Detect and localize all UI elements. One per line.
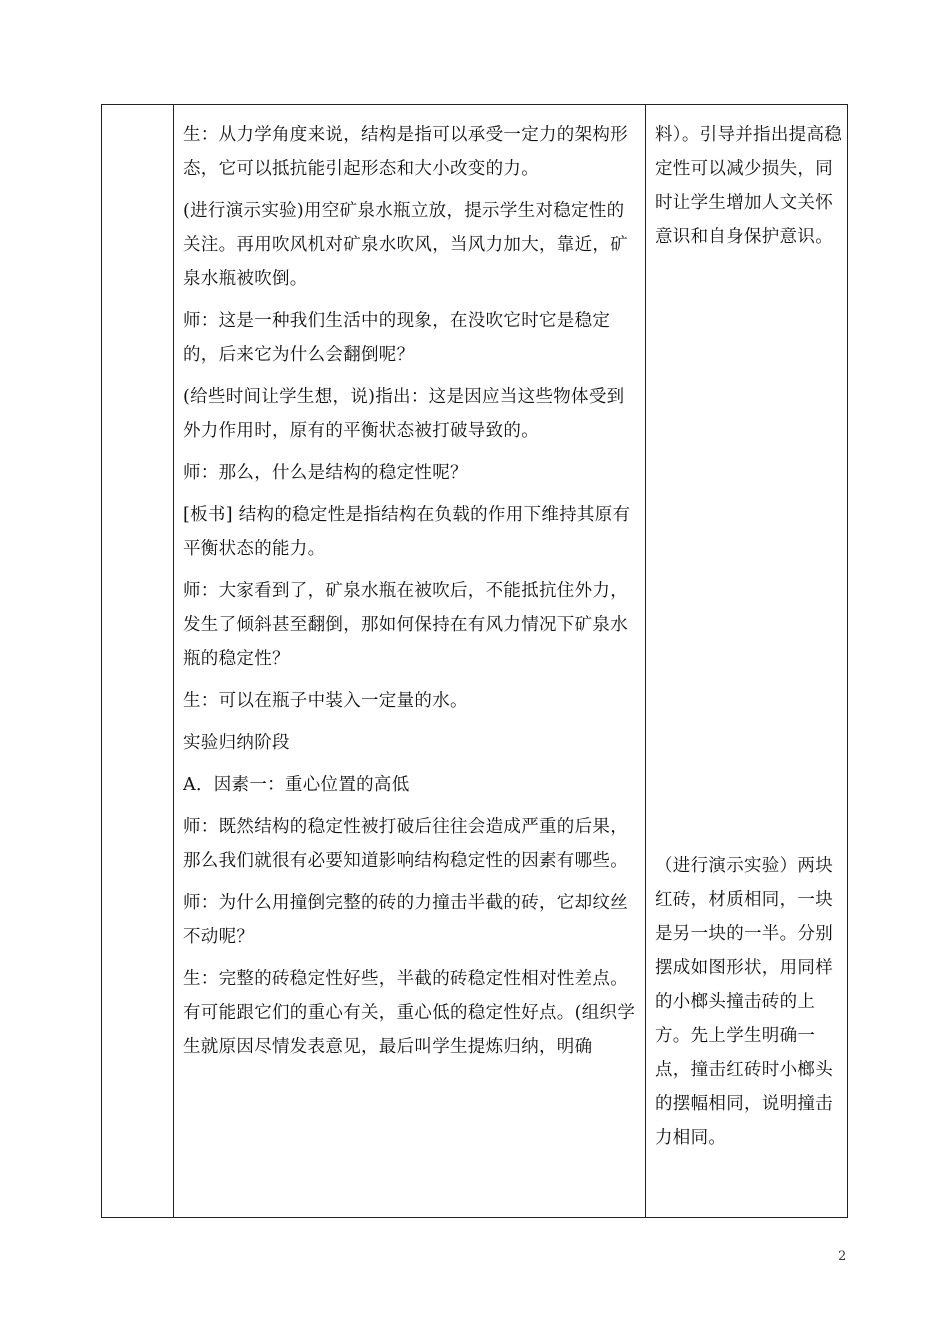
paragraph-factor-one: A．因素一：重心位置的高低	[183, 775, 410, 795]
design-intent-cell	[646, 105, 849, 1217]
teaching-process-cell	[174, 105, 646, 1217]
paragraph-teacher-bottle-wind: 师：大家看到了，矿泉水瓶在被吹后，不能抵抗住外力，发生了倾斜甚至翻倒，那如何保持在有风力情况下矿泉水瓶的稳定性？	[183, 581, 628, 669]
paragraph-demo-bottle: (进行演示实验)用空矿泉水瓶立放，提示学生对稳定性的关注。再用吹风机对矿泉水吹风，当风力加大，靠近，矿泉水瓶被吹倒。	[183, 201, 628, 289]
paragraph-board-definition: [板书] 结构的稳定性是指结构在负载的作用下维持其原有平衡状态的能力。	[183, 505, 631, 559]
paragraph-explanation: (给些时间让学生想，说)指出：这是因应当这些物体受到外力作用时，原有的平衡状态被打破导致的。	[183, 387, 625, 441]
lesson-plan-table	[101, 104, 848, 1218]
paragraph-student-structure: 生：从力学角度来说，结构是指可以承受一定力的架构形态，它可以抵抗能引起形态和大小改变的力。	[183, 125, 628, 179]
paragraph-student-water: 生：可以在瓶子中装入一定量的水。	[183, 691, 468, 711]
paragraph-teacher-factors: 师：既然结构的稳定性被打破后往往会造成严重的后果，那么我们就很有必要知道影响结构稳定性的因素有哪些。	[183, 817, 628, 871]
paragraph-student-brick: 生：完整的砖稳定性好些，半截的砖稳定性相对性差点。有可能跟它们的重心有关，重心低的稳定性好点。(组织学生就原因尽情发表意见，最后叫学生提炼归纳，明确	[183, 969, 636, 1057]
paragraph-teacher-brick: 师：为什么用撞倒完整的砖的力撞击半截的砖，它却纹丝不动呢？	[183, 893, 628, 947]
paragraph-stage-heading: 实验归纳阶段	[183, 733, 290, 753]
paragraph-teacher-question: 师：这是一种我们生活中的现象，在没吹它时它是稳定的，后来它为什么会翻倒呢？	[183, 311, 611, 365]
empty-stage-cell	[102, 105, 173, 1217]
page-number: 2	[838, 1249, 847, 1264]
design-note-top: 料）。引导并指出提高稳定性可以减少损失，同时让学生增加人文关怀意识和自身保护意识。	[655, 125, 843, 247]
paragraph-teacher-stability: 师：那么，什么是结构的稳定性呢？	[183, 463, 468, 483]
design-note-brick-demo: （进行演示实验）两块红砖，材质相同，一块是另一块的一半。分别摆成如图形状，用同样的小榔头撞击砖的上方。先上学生明确一点，撞击红砖时小榔头的摆幅相同，说明撞击力相同。	[655, 856, 833, 1148]
